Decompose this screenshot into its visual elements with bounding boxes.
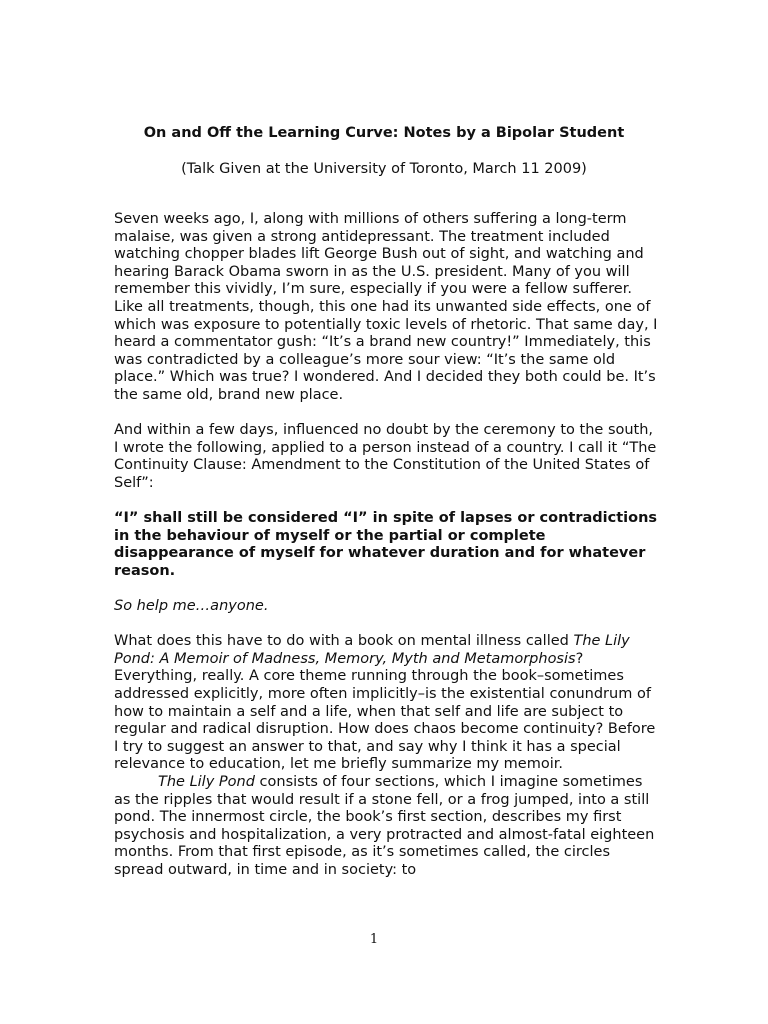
paragraph-1: Seven weeks ago, I, along with millions of others suffering a long-term malaise, was given a strong antidepressant. The treatment included watching chopper blades lift George Bush out of sight, and watching and hearing Barack Obama sworn in as the U.S. president. Many of you will remember this vividly, I’m sure, especially if you were a fellow sufferer. Like all treatments, though, this one had its unwanted side effects, one of which was exposure to potentially toxic levels of rhetoric. That same day, I heard a commentator gush: “It’s a brand new country!” Immediately, this was contradicted by a colleague’s more sour view: “It’s the same old place.” Which was true? I wondered. And I decided they both could be. It’s the same old, brand new place.	[114, 211, 658, 403]
paragraph-3	[114, 633, 659, 774]
paragraph-3-start: What does this have to do with a book on mental illness called	[114, 633, 574, 650]
document-body	[114, 211, 659, 880]
page-number: 1	[369, 932, 379, 947]
paragraph-gap	[114, 405, 659, 423]
document-title: On and Off the Learning Curve: Notes by a Bipolar Student	[143, 125, 625, 141]
paragraph-2: And within a few days, influenced no doubt by the ceremony to the south, I wrote the following, applied to a person instead of a country. I call it “The Continuity Clause: Amendment to the Constitution of the United States of Self”:	[114, 422, 657, 491]
paragraph-gap	[114, 616, 659, 634]
paragraph-gap	[114, 493, 659, 511]
paragraph-3-rest: ? Everything, really. A core theme running through the book–sometimes addressed explicitly, more often implicitly–is the existential conundrum of how to maintain a self and a life, when that self and life are subject to regular and radical disruption. How does chaos become continuity? Before I try to suggest an answer to that, and say why I think it has a special relevance to education, let me briefly summarize my memoir.	[114, 650, 656, 773]
document-subtitle: (Talk Given at the University of Toronto, March 11 2009)	[181, 161, 587, 177]
book-title: The Lily Pond: A Memoir of Madness, Memory, Myth and Metamorphosis	[114, 633, 630, 667]
paragraph-4	[114, 774, 659, 880]
amendment-text: “I” shall still be considered “I” in spite of lapses or contradictions in the behaviour of myself or the partial or complete disappearance of myself for whatever duration and for whatever reason.	[114, 510, 658, 579]
paragraph-4-book-title: The Lily Pond	[158, 774, 255, 790]
paragraph-4-rest: consists of four sections, which I imagine sometimes as the ripples that would result if a stone fell, or a frog jumped, into a still pond. The innermost circle, the book’s first section, describes my first psychosis and hospitalization, a very protracted and almost-fatal eighteen months. From that first episode, as it’s sometimes called, the circles spread outward, in time and in society: to	[114, 774, 655, 878]
paragraph-gap	[114, 580, 659, 598]
closing-line: So help me…anyone.	[114, 598, 269, 615]
